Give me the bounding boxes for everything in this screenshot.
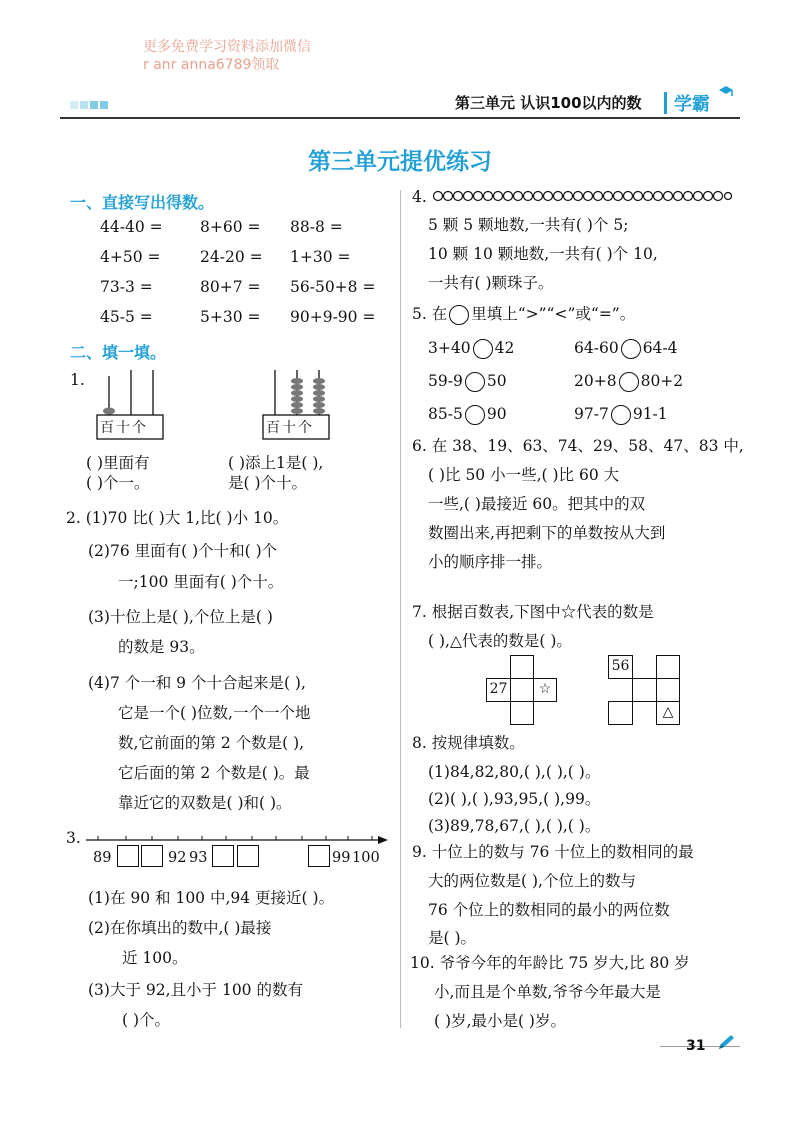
q7-l2: ( ),△代表的数是( )。 [428, 632, 572, 650]
q6-l5: 小的顺序排一排。 [428, 553, 553, 571]
compare-blank-circle[interactable] [465, 372, 485, 392]
q4-l2: 10 颗 10 颗地数,一共有( )个 10, [428, 245, 658, 263]
q2-p3b: 的数是 93。 [118, 638, 205, 656]
q4-l3: 一共有( )颗珠子。 [428, 274, 554, 292]
q6-l2: ( )比 50 小一些,( )比 60 大 [428, 466, 620, 484]
pencil-icon [716, 1034, 736, 1052]
column-divider [400, 190, 401, 1028]
q3-p2b: 近 100。 [122, 949, 188, 967]
compare-blank-circle[interactable] [619, 372, 639, 392]
calc-item: 4+50 = [100, 248, 161, 266]
compare-right: 64-4 [642, 339, 678, 357]
watermark-line2: r anr anna6789领取 [143, 57, 280, 73]
brand-divider [664, 92, 667, 114]
compare-item [428, 338, 514, 359]
q5-title [412, 304, 635, 325]
nl-blank-box[interactable] [117, 845, 139, 867]
q2-p4d: 它后面的第 2 个数是( )。最 [118, 764, 310, 782]
compare-right: 42 [494, 339, 515, 357]
calc-item: 5+30 = [200, 308, 261, 326]
compare-item [428, 404, 507, 425]
triangle-cell: △ [656, 701, 680, 725]
q10-l1: 10. 爷爷今年的年龄比 75 岁大,比 80 岁 [410, 954, 690, 972]
compare-blank-circle[interactable] [473, 339, 493, 359]
q2-p4b: 它是一个( )位数,一个一个地 [118, 704, 311, 722]
q9-l3: 76 个位上的数相同的最小的两位数 [428, 901, 670, 919]
brand-logo: 学霸 [674, 94, 710, 115]
q3-p3a: (3)大于 92,且小于 100 的数有 [88, 981, 303, 999]
header-rule [60, 117, 740, 119]
graduation-cap-icon [718, 84, 734, 98]
section2-title: 二、填一填。 [70, 343, 167, 362]
q8-l2: (2)( ),( ),93,95,( ),99。 [428, 790, 601, 808]
compare-right: 90 [486, 405, 507, 423]
section1-title: 一、直接写出得数。 [70, 193, 215, 212]
q4-number: 4. [412, 188, 427, 206]
compare-left: 59-9 [428, 372, 463, 390]
calc-item: 24-20 = [200, 248, 263, 266]
q4-l1: 5 颗 5 颗地数,一共有( )个 5; [428, 216, 629, 234]
q3-p3b: ( )个。 [122, 1011, 171, 1029]
q2-p4e: 靠近它的双数是( )和( )。 [118, 794, 292, 812]
q3-p2a: (2)在你填出的数中,( )最接 [88, 919, 272, 937]
nl-label-100: 100 [352, 850, 380, 866]
compare-right: 91-1 [632, 405, 668, 423]
q6-l4: 数圈出来,再把剩下的单数按从大到 [428, 524, 666, 542]
q2-p2b: 一;100 里面有( )个十。 [118, 573, 284, 591]
q8-l1: (1)84,82,80,( ),( ),( )。 [428, 763, 601, 781]
q6-l1: 6. 在 38、19、63、74、29、58、47、83 中, [412, 437, 744, 455]
calc-item: 44-40 = [100, 218, 163, 236]
nl-label-93: 93 [189, 850, 208, 866]
q1-a2: ( )个一。 [86, 474, 150, 492]
q1-b2: 是( )个十。 [228, 474, 308, 492]
page-title: 第三单元提优练习 [308, 149, 492, 175]
q8-l3: (3)89,78,67,( ),( ),( )。 [428, 817, 601, 835]
page-number: 31 [686, 1038, 706, 1054]
q6-l3: 一些,( )最接近 60。把其中的双 [428, 495, 646, 513]
q2-p1: 2. (1)70 比( )大 1,比( )小 10。 [66, 509, 289, 527]
calc-item: 90+9-90 = [290, 308, 376, 326]
grid-cell-56: 56 [608, 655, 633, 679]
nl-blank-box[interactable] [141, 845, 163, 867]
q3-p1: (1)在 90 和 100 中,94 更接近( )。 [88, 889, 335, 907]
abacus-1-label: 百十个 [100, 420, 148, 436]
compare-blank-circle[interactable] [621, 339, 641, 359]
compare-item [574, 371, 683, 392]
q1-number: 1. [70, 371, 85, 389]
compare-right: 50 [486, 372, 507, 390]
bead-string [432, 189, 732, 203]
calc-item: 88-8 = [290, 218, 343, 236]
nl-label-99: 99 [332, 850, 351, 866]
q2-p3a: (3)十位上是( ),个位上是( ) [88, 608, 273, 626]
nl-blank-box[interactable] [237, 845, 259, 867]
q8-title: 8. 按规律填数。 [412, 734, 525, 752]
q5-title-pre: 5. 在 [412, 305, 448, 323]
watermark-line1: 更多免费学习资料添加微信 [143, 39, 311, 55]
nl-blank-box[interactable] [212, 845, 234, 867]
q9-l1: 9. 十位上的数与 76 十位上的数相同的最 [412, 843, 694, 861]
compare-blank-circle[interactable] [611, 405, 631, 425]
compare-item [574, 338, 678, 359]
unit-title: 第三单元 认识100以内的数 [455, 94, 642, 112]
compare-left: 64-60 [574, 339, 619, 357]
q1-b1: ( )添上1是( ), [228, 454, 324, 472]
compare-circle-icon [449, 305, 469, 325]
calc-item: 56-50+8 = [290, 278, 376, 296]
q10-l3: ( )岁,最小是( )岁。 [434, 1012, 566, 1030]
compare-item [574, 404, 668, 425]
q5-title-post: 里填上“>”“<”或“=”。 [471, 305, 636, 323]
calc-item: 45-5 = [100, 308, 153, 326]
calc-item: 1+30 = [290, 248, 351, 266]
compare-blank-circle[interactable] [465, 405, 485, 425]
compare-left: 20+8 [574, 372, 617, 390]
compare-left: 97-7 [574, 405, 609, 423]
q10-l2: 小,而且是个单数,爷爷今年最大是 [434, 983, 661, 1001]
calc-item: 8+60 = [200, 218, 261, 236]
calc-item: 73-3 = [100, 278, 153, 296]
q3-number: 3. [66, 829, 81, 847]
compare-item [428, 371, 507, 392]
nl-label-92: 92 [168, 850, 187, 866]
q1-a1: ( )里面有 [86, 454, 150, 472]
q9-l4: 是( )。 [428, 929, 477, 947]
grid-cell-27: 27 [486, 678, 511, 702]
q2-p4a: (4)7 个一和 9 个十合起来是( ), [88, 674, 306, 692]
q2-p2a: (2)76 里面有( )个十和( )个 [88, 542, 278, 560]
compare-left: 85-5 [428, 405, 463, 423]
q2-p4c: 数,它前面的第 2 个数是( ), [118, 734, 305, 752]
star-cell: ☆ [533, 678, 557, 702]
nl-label-89: 89 [93, 850, 112, 866]
q9-l2: 大的两位数是( ),个位上的数与 [428, 872, 636, 890]
compare-right: 80+2 [640, 372, 684, 390]
q7-l1: 7. 根据百数表,下图中☆代表的数是 [412, 603, 654, 621]
number-line [86, 830, 390, 846]
abacus-2-label: 百十个 [266, 420, 314, 436]
calc-item: 80+7 = [200, 278, 261, 296]
nl-blank-box[interactable] [308, 845, 330, 867]
compare-left: 3+40 [428, 339, 471, 357]
